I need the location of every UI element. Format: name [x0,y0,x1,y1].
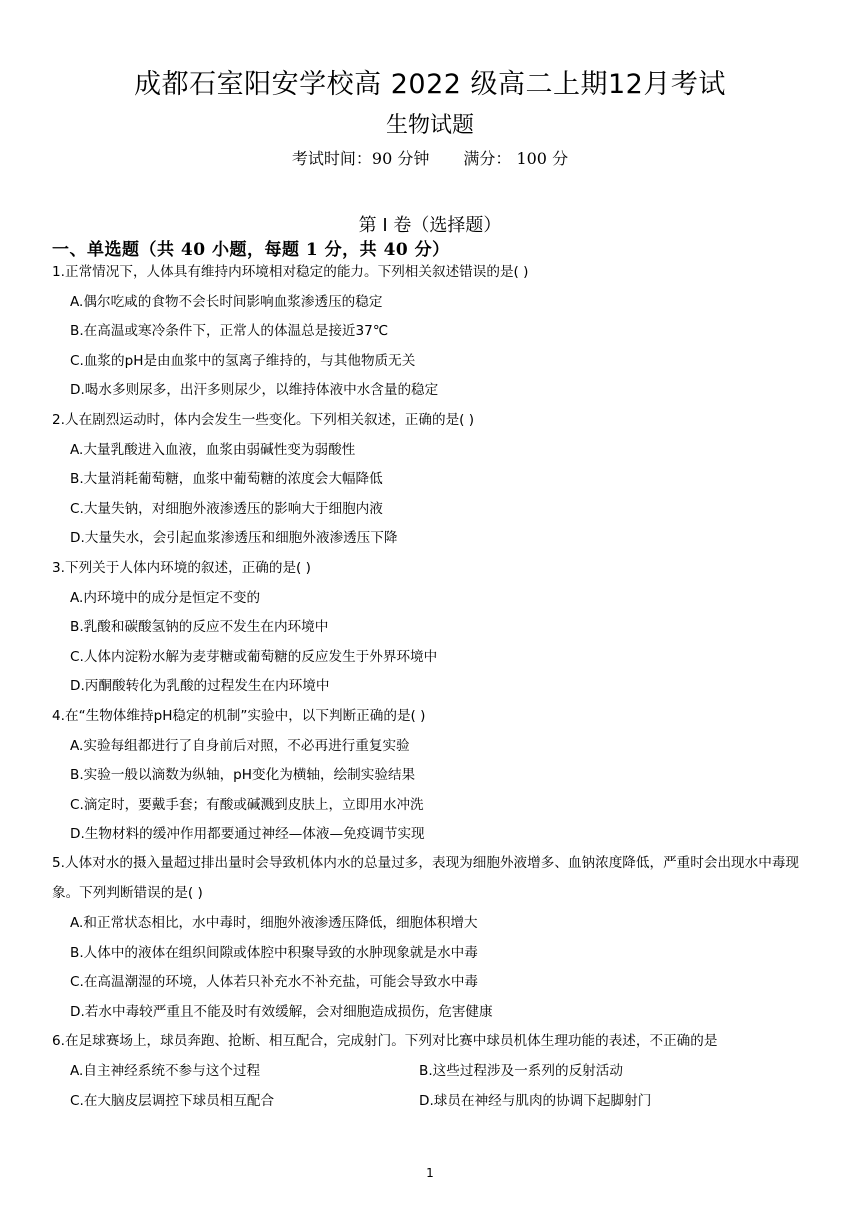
option-c: C.在大脑皮层调控下球员相互配合 [70,1092,275,1109]
option-b: B.大量消耗葡萄糖，血浆中葡萄糖的浓度会大幅降低 [70,471,383,488]
option-c: C.大量失钠，对细胞外液渗透压的影响大于细胞内液 [70,500,383,517]
exam-time: 考试时间：90 分钟 [291,149,430,168]
exam-info [0,146,860,169]
option-c: C.在高温潮湿的环境，人体若只补充水不补充盐，可能会导致水中毒 [70,974,479,991]
option-d: D.球员在神经与肌肉的协调下起脚射门 [419,1092,652,1109]
question-stem: 6.在足球赛场上，球员奔跑、抢断、相互配合，完成射门。下列对比赛中球员机体生理功能的表述，不正确的是 [52,1033,718,1050]
option-a: A.和正常状态相比，水中毒时，细胞外液渗透压降低，细胞体积增大 [70,915,478,932]
option-b: B.实验一般以滴数为纵轴，pH变化为横轴，绘制实验结果 [70,767,416,784]
option-b: B.乳酸和碳酸氢钠的反应不发生在内环境中 [70,619,329,636]
option-a: A.偶尔吃咸的食物不会长时间影响血浆渗透压的稳定 [70,293,383,310]
question-2 [52,410,812,558]
option-c: C.血浆的pH是由血浆中的氢离子维持的，与其他物质无关 [70,352,416,369]
question-5 [52,849,812,1031]
exam-title: 成都石室阳安学校高 2022 级高二上期12月考试 [134,69,726,100]
full-score: 满分： 100 分 [463,149,569,168]
exam-subtitle: 生物试题 [385,113,474,138]
question-stem: 4.在“生物体维持pH稳定的机制”实验中，以下判断正确的是( ) [52,707,426,724]
question-stem: 1.正常情况下，人体具有维持内环境相对稳定的能力。下列相关叙述错误的是( ) [52,264,529,280]
option-b: B.这些过程涉及一系列的反射活动 [419,1063,623,1080]
question-3 [52,558,812,706]
question-list [52,262,812,1120]
option-d: D.丙酮酸转化为乳酸的过程发生在内环境中 [70,678,330,695]
option-d: D.生物材料的缓冲作用都要通过神经—体液—免疫调节实现 [70,826,425,843]
option-row [52,1061,812,1091]
option-a: A.内环境中的成分是恒定不变的 [70,589,261,606]
question-6 [52,1031,812,1120]
option-c: C.滴定时，要戴手套；有酸或碱溅到皮肤上，立即用水冲洗 [70,796,424,813]
option-row [52,1091,812,1121]
page-number: 1 [426,1166,434,1180]
option-c: C.人体内淀粉水解为麦芽糖或葡萄糖的反应发生于外界环境中 [70,648,438,665]
question-stem: 3.下列关于人体内环境的叙述，正确的是( ) [52,559,311,576]
option-b: B.人体中的液体在组织间隙或体腔中积聚导致的水肿现象就是水中毒 [70,944,478,961]
question-4 [52,706,812,854]
question-1 [52,262,812,410]
option-a: A.大量乳酸进入血液，血浆由弱碱性变为弱酸性 [70,441,356,458]
question-stem: 2.人在剧烈运动时，体内会发生一些变化。下列相关叙述，正确的是( ) [52,411,475,428]
option-a: A.自主神经系统不参与这个过程 [70,1063,261,1080]
option-b: B.在高温或寒冷条件下，正常人的体温总是接近37℃ [70,323,389,340]
option-d: D.大量失水，会引起血浆渗透压和细胞外液渗透压下降 [70,530,398,547]
question-stem: 5.人体对水的摄入量超过排出量时会导致机体内水的总量过多，表现为细胞外液增多、血钠浓度降低，严重时会出现水中毒现象。下列判断错误的是( ) [52,855,800,901]
option-a: A.实验每组都进行了自身前后对照，不必再进行重复实验 [70,737,410,754]
option-d: D.喝水多则尿多，出汗多则尿少，以维持体液中水含量的稳定 [70,382,439,399]
section-title: 一、单选题（共 40 小题，每题 1 分，共 40 分） [52,240,450,260]
option-d: D.若水中毒较严重且不能及时有效缓解，会对细胞造成损伤，危害健康 [70,1003,493,1020]
part-title: 第 Ⅰ 卷（选择题） [358,215,502,236]
